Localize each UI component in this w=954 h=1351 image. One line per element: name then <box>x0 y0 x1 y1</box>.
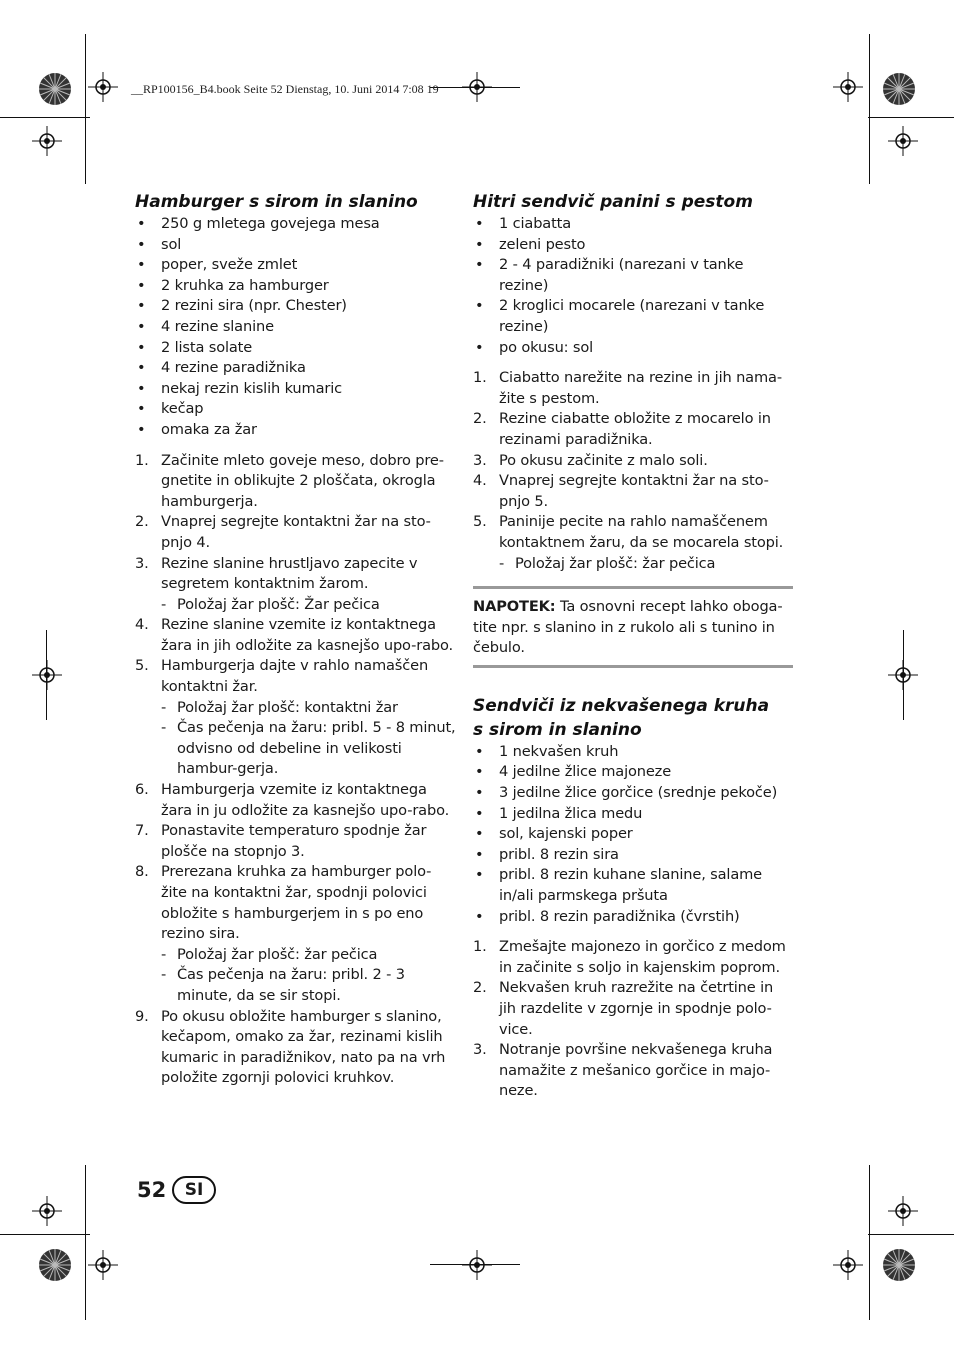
ingredient-item: • 1 ciabatta <box>473 214 793 235</box>
step-text: Nekvašen kruh razrežite na četrtine in jih razdelite v zgornje in spodnje polo-vice. <box>499 979 774 1038</box>
ingredient-item: • 3 jedilne žlice gorčice (srednje pekoče) <box>473 783 793 804</box>
step-item <box>473 978 793 1040</box>
step-item <box>473 471 793 512</box>
step-number: 8. <box>135 863 149 881</box>
color-wheel-mark-icon <box>38 1248 72 1282</box>
recipe-title: Hitri sendvič panini s pestom <box>473 192 753 212</box>
step-text: Po okusu obložite hamburger s slanino, kečapom, omako za žar, rezinami kislih kumaric in paradižnikov, nato pa na vrh položite zgornji polovici kruhkov. <box>161 1007 446 1087</box>
crop-line <box>85 1165 86 1320</box>
crop-line <box>0 117 90 118</box>
crop-line <box>869 34 870 184</box>
ingredient-item: • po okusu: sol <box>473 338 793 359</box>
ingredient-item: • 4 jedilne žlice majoneze <box>473 762 793 783</box>
step-substep: - Čas pečenja na žaru: pribl. 2 - 3 minute, da se sir stopi. <box>161 966 405 1004</box>
step-number: 3. <box>473 451 487 469</box>
right-column <box>473 190 793 1102</box>
step-item <box>135 656 457 780</box>
step-number: 2. <box>135 513 149 531</box>
step-item <box>135 554 457 616</box>
step-number: 3. <box>135 554 149 572</box>
step-item <box>473 512 793 574</box>
step-item <box>135 821 457 862</box>
ingredient-item: • 1 jedilna žlica medu <box>473 804 793 825</box>
step-text: Vnaprej segrejte kontaktni žar na sto-pnjo 4. <box>161 513 431 551</box>
ingredient-list <box>473 214 793 358</box>
step-item <box>473 368 793 409</box>
step-number: 4. <box>473 472 487 490</box>
step-text: Hamburgerja dajte v rahlo namaščen kontaktni žar. <box>161 657 429 696</box>
left-column <box>135 190 457 1089</box>
step-text: Po okusu začinite z malo soli. <box>499 451 708 469</box>
step-list <box>135 451 457 1089</box>
registration-mark-icon <box>32 1196 62 1226</box>
step-text: Rezine ciabatte obložite z mocarelo in rezinami paradižnika. <box>499 410 771 448</box>
step-list <box>473 368 793 574</box>
step-item <box>473 937 793 978</box>
substep-text: Položaj žar plošč: žar pečica <box>177 945 378 963</box>
step-item <box>473 451 793 472</box>
substep-text: Čas pečenja na žaru: pribl. 5 - 8 minut, odvisno od debeline in velikosti hambur-gerja. <box>177 719 456 778</box>
step-text: Paninije pecite na rahlo namaščenem kontaktnem žaru, da se mocarela stopi. <box>499 513 784 551</box>
step-item <box>135 862 457 1006</box>
step-text: Ciabatto narežite na rezine in jih nama-žite s pestom. <box>499 369 782 407</box>
crop-line <box>0 1234 90 1235</box>
ingredient-list <box>135 214 457 441</box>
ingredient-item: • 2 lista solate <box>135 338 457 359</box>
substep-text: Položaj žar plošč: kontaktni žar <box>177 698 398 716</box>
ingredient-item: • 4 rezine slanine <box>135 317 457 338</box>
registration-mark-icon <box>88 72 118 102</box>
registration-mark-icon <box>462 1250 492 1280</box>
ingredient-item: • 2 rezini sira (npr. Chester) <box>135 296 457 317</box>
recipe-title-line: s sirom in slanino <box>473 719 642 740</box>
step-item <box>135 615 457 656</box>
step-text: Hamburgerja vzemite iz kontaktnega žara in ju odložite za kasnejšo upo-rabo. <box>161 781 450 819</box>
step-item <box>135 1007 457 1089</box>
crop-line <box>85 34 86 184</box>
crop-line <box>868 117 954 118</box>
substep-text: Položaj žar plošč: žar pečica <box>515 554 716 572</box>
note-text: Ta osnovni recept lahko oboga-tite npr. s slanino in z rukolo ali s tunino in čebulo. <box>473 598 783 657</box>
step-number: 1. <box>135 451 149 469</box>
ingredient-item: • pribl. 8 rezin kuhane slanine, salame in/ali parmskega pršuta <box>473 865 793 906</box>
step-text: Zmešajte majonezo in gorčico z medom in začinite s soljo in kajenskim poprom. <box>499 938 786 976</box>
crop-line <box>869 1165 870 1320</box>
crop-line <box>868 1234 954 1235</box>
step-number: 9. <box>135 1007 149 1025</box>
registration-mark-icon <box>88 1250 118 1280</box>
step-substep: - Čas pečenja na žaru: pribl. 5 - 8 minut, odvisno od debeline in velikosti hambur-gerja. <box>161 719 456 778</box>
step-number: 1. <box>473 369 487 387</box>
step-item <box>473 409 793 450</box>
note-box <box>473 586 793 668</box>
step-number: 2. <box>473 410 487 428</box>
step-item <box>135 451 457 513</box>
step-number: 6. <box>135 781 149 799</box>
step-text: Vnaprej segrejte kontaktni žar na sto-pnjo 5. <box>499 472 769 510</box>
registration-mark-icon <box>888 126 918 156</box>
step-item <box>135 780 457 821</box>
registration-mark-icon <box>462 72 492 102</box>
color-wheel-mark-icon <box>882 72 916 106</box>
registration-mark-icon <box>888 1196 918 1226</box>
substep-text: Čas pečenja na žaru: pribl. 2 - 3 minute, da se sir stopi. <box>177 966 405 1004</box>
ingredient-item: • pribl. 8 rezin paradižnika (čvrstih) <box>473 907 793 928</box>
step-text: Rezine slanine vzemite iz kontaktnega žara in jih odložite za kasnejšo upo-rabo. <box>161 616 453 654</box>
step-number: 3. <box>473 1041 487 1059</box>
step-substep: - Položaj žar plošč: kontaktni žar <box>161 698 398 716</box>
print-header: __RP100156_B4.book Seite 52 Dienstag, 10. Juni 2014 7:08 19 <box>131 82 439 96</box>
step-text: Ponastavite temperaturo spodnje žar plošče na stopnjo 3. <box>161 822 427 860</box>
registration-mark-icon <box>833 72 863 102</box>
step-text: Rezine slanine hrustljavo zapecite v segretem kontaktnim žarom. <box>161 554 418 593</box>
step-item <box>473 1040 793 1102</box>
ingredient-item: • pribl. 8 rezin sira <box>473 845 793 866</box>
color-wheel-mark-icon <box>38 72 72 106</box>
step-number: 1. <box>473 938 487 956</box>
ingredient-item: • 250 g mletega govejega mesa <box>135 214 457 235</box>
step-text: Notranje površine nekvašenega kruha namažite z mešanico gorčice in majo-neze. <box>499 1041 773 1100</box>
ingredient-item: • nekaj rezin kislih kumaric <box>135 379 457 400</box>
ingredient-item: • 4 rezine paradižnika <box>135 358 457 379</box>
ingredient-item: • kečap <box>135 399 457 420</box>
ingredient-list <box>473 742 793 927</box>
recipe-title <box>473 694 793 742</box>
step-number: 5. <box>473 513 487 531</box>
step-text: Prerezana kruhka za hamburger polo-žite na kontaktni žar, spodnji polovici obložite s hamburgerjem in s po eno rezino sira. <box>161 863 432 943</box>
ingredient-item: • 2 - 4 paradižniki (narezani v tanke rezine) <box>473 255 793 296</box>
step-number: 5. <box>135 657 149 675</box>
step-item <box>135 512 457 553</box>
step-number: 7. <box>135 822 149 840</box>
language-badge: SI <box>172 1176 216 1204</box>
registration-mark-icon <box>32 660 62 690</box>
registration-mark-icon <box>888 660 918 690</box>
ingredient-item: • zeleni pesto <box>473 235 793 256</box>
step-number: 4. <box>135 616 149 634</box>
step-list <box>473 937 793 1102</box>
recipe-title: Hamburger s sirom in slanino <box>135 192 418 212</box>
substep-text: Položaj žar plošč: Žar pečica <box>177 595 380 613</box>
step-substep: - Položaj žar plošč: Žar pečica <box>161 595 380 613</box>
page-number: 52 <box>137 1178 167 1202</box>
step-substep: - Položaj žar plošč: žar pečica <box>499 554 716 572</box>
ingredient-item: • sol, kajenski poper <box>473 824 793 845</box>
ingredient-item: • 2 kroglici mocarele (narezani v tanke rezine) <box>473 296 793 337</box>
ingredient-item: • poper, sveže zmlet <box>135 255 457 276</box>
registration-mark-icon <box>32 126 62 156</box>
ingredient-item: • sol <box>135 235 457 256</box>
step-substep: - Položaj žar plošč: žar pečica <box>161 945 378 963</box>
ingredient-item: • omaka za žar <box>135 420 457 441</box>
note-label: NAPOTEK: <box>473 598 556 616</box>
recipe-title-line: Sendviči iz nekvašenega kruha <box>473 695 770 716</box>
color-wheel-mark-icon <box>882 1248 916 1282</box>
registration-mark-icon <box>833 1250 863 1280</box>
ingredient-item: • 1 nekvašen kruh <box>473 742 793 763</box>
step-number: 2. <box>473 979 487 997</box>
step-text: Začinite mleto goveje meso, dobro pre-gnetite in oblikujte 2 ploščata, okrogla hamburgerja. <box>161 451 444 510</box>
ingredient-item: • 2 kruhka za hamburger <box>135 276 457 297</box>
